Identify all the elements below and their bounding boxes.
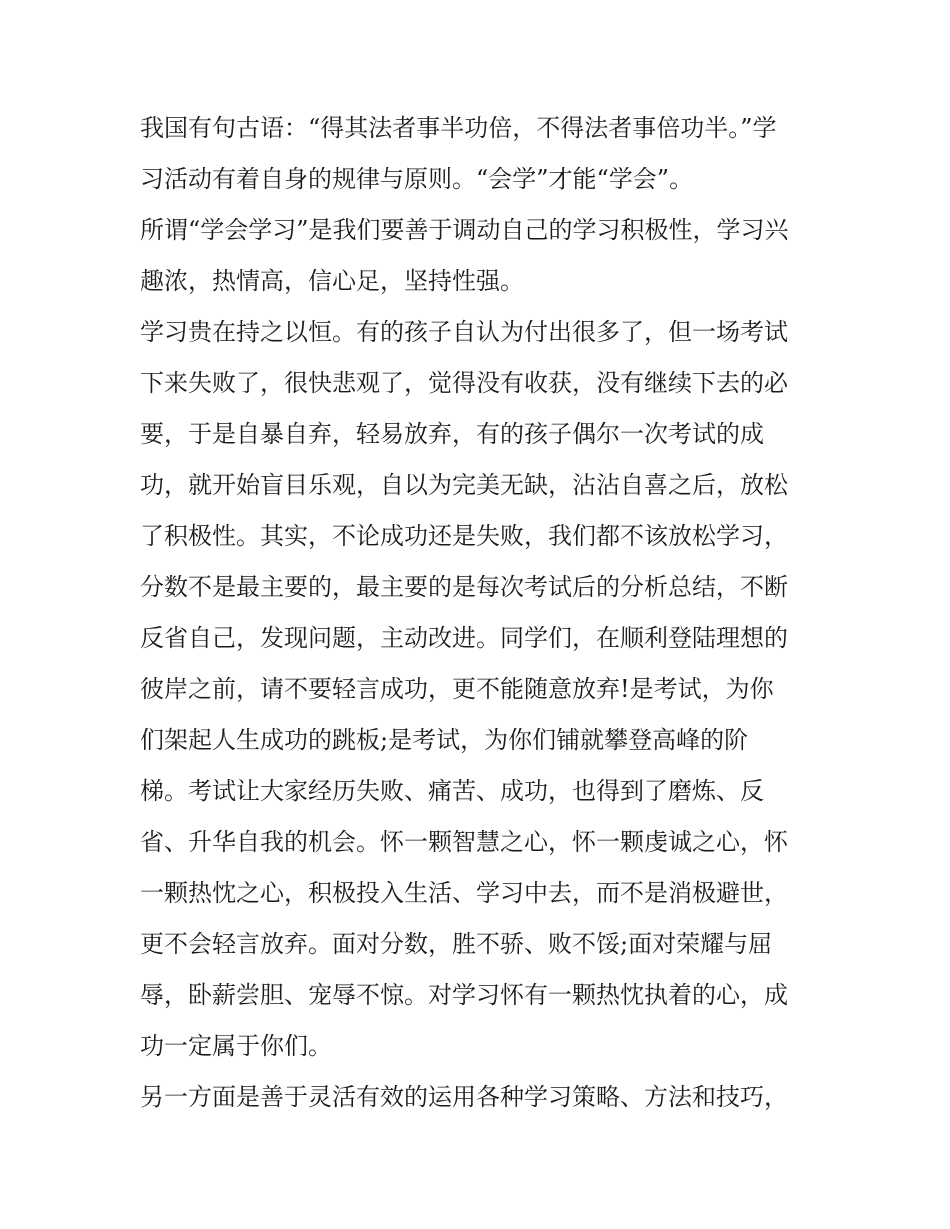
text-line-3: 所谓“学会学习”是我们要善于调动自己的学习积极性，学习兴 (140, 216, 789, 244)
text-line-19: 功一定属于你们。 (140, 1032, 332, 1060)
text-line-17: 更不会轻言放弃。面对分数，胜不骄、败不馁;面对荣耀与屈 (140, 930, 773, 958)
text-line-9: 了积极性。其实，不论成功还是失败，我们都不该放松学习， (140, 522, 788, 550)
text-line-12: 彼岸之前，请不要轻言成功，更不能随意放弃!是考试，为你 (140, 675, 774, 703)
text-line-8: 功，就开始盲目乐观，自以为完美无缺，沾沾自喜之后，放松 (140, 471, 788, 499)
text-line-14: 梯。考试让大家经历失败、痛苦、成功，也得到了磨炼、反 (140, 777, 764, 805)
text-line-13: 们架起人生成功的跳板;是考试，为你们铺就攀登高峰的阶 (140, 726, 749, 754)
text-line-6: 下来失败了，很快悲观了，觉得没有收获，没有继续下去的必 (140, 369, 788, 397)
text-line-7: 要，于是自暴自弃，轻易放弃，有的孩子偶尔一次考试的成 (140, 420, 764, 448)
text-line-5: 学习贵在持之以恒。有的孩子自认为付出很多了，但一场考试 (140, 318, 788, 346)
text-line-11: 反省自己，发现问题，主动改进。同学们，在顺利登陆理想的 (140, 624, 788, 652)
text-line-1: 我国有句古语：“得其法者事半功倍，不得法者事倍功半。”学 (140, 114, 777, 142)
text-line-2: 习活动有着自身的规律与原则。“会学”才能“学会”。 (140, 165, 694, 193)
text-line-20: 另一方面是善于灵活有效的运用各种学习策略、方法和技巧， (140, 1083, 788, 1111)
body-text (140, 103, 820, 1123)
text-line-16: 一颗热忱之心，积极投入生活、学习中去，而不是消极避世， (140, 879, 788, 907)
text-line-18: 辱，卧薪尝胆、宠辱不惊。对学习怀有一颗热忱执着的心，成 (140, 981, 788, 1009)
text-line-10: 分数不是最主要的，最主要的是每次考试后的分析总结，不断 (140, 573, 788, 601)
text-line-15: 省、升华自我的机会。怀一颗智慧之心，怀一颗虔诚之心，怀 (140, 828, 788, 856)
text-line-4: 趣浓，热情高，信心足，坚持性强。 (140, 267, 524, 295)
